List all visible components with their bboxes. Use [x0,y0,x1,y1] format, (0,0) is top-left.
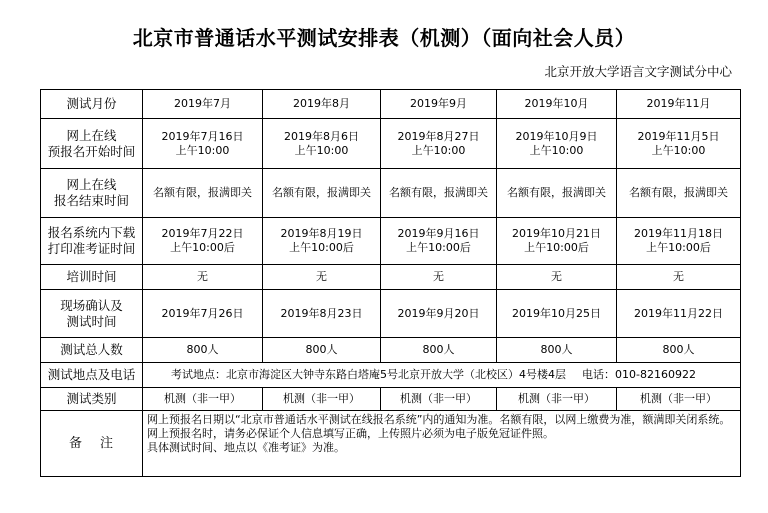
prereg-start-cell [497,119,617,169]
total-cell: 800人 [617,338,741,363]
ticket-cell [381,218,497,265]
row-notes [41,411,741,477]
prereg-end-cell: 名额有限，报满即关 [497,169,617,218]
time-line: 上午10:00 [651,143,706,157]
label-line: 报名系统内下载 [47,225,136,240]
label-line: 预报名开始时间 [47,143,136,159]
prereg-end-cell: 名额有限，报满即关 [263,169,381,218]
row-label-ticket [41,218,143,265]
row-label-notes: 备注 [41,411,143,477]
row-label-category: 测试类别 [41,388,143,411]
time-line: 上午10:00后 [170,241,235,254]
address-text: 考试地点：北京市海淀区大钟寺东路白塔庵5号北京开放大学（北校区）4号楼4层 [171,368,566,381]
total-cell: 800人 [263,338,381,363]
row-training [41,265,741,290]
date-line: 2019年10月9日 [515,129,598,143]
phone-text: 电话：010-82160922 [582,368,696,381]
time-line: 上午10:00后 [289,241,354,254]
note-line: 网上预报名时，请务必保证个人信息填写正确，上传照片必须为电子版免冠证件照。 [147,427,554,440]
time-line: 上午10:00 [529,143,584,157]
month-cell: 2019年10月 [497,90,617,119]
training-cell: 无 [381,265,497,290]
date-line: 2019年11月18日 [634,227,723,240]
note-line: 网上预报名日期以“北京市普通话水平测试在线报名系统”内的通知为准。名额有限，以网上缴费为准，额满即关闭系统。 [147,413,731,426]
label-line: 打印准考证时间 [47,241,136,256]
prereg-end-cell: 名额有限，报满即关 [381,169,497,218]
row-total [41,338,741,363]
row-prereg-start [41,119,741,169]
label-line: 网上在线 [66,127,117,143]
label-line: 网上在线 [66,177,117,192]
month-cell: 2019年8月 [263,90,381,119]
row-month [41,90,741,119]
organizer: 北京开放大学语言文字测试分中心 [544,64,732,79]
time-line: 上午10:00后 [406,241,471,254]
row-label-location: 测试地点及电话 [41,363,143,388]
total-cell: 800人 [381,338,497,363]
time-line: 上午10:00后 [524,241,589,254]
date-line: 2019年11月5日 [637,129,720,143]
training-cell: 无 [263,265,381,290]
prereg-start-cell [263,119,381,169]
notes-cell [143,411,741,477]
category-cell: 机测（非一甲） [381,388,497,411]
page-title: 北京市普通话水平测试安排表（机测）（面向社会人员） [132,26,636,50]
row-confirm [41,290,741,338]
prereg-start-cell [381,119,497,169]
row-label-month: 测试月份 [41,90,143,119]
row-label-training: 培训时间 [41,265,143,290]
confirm-cell: 2019年11月22日 [617,290,741,338]
date-line: 2019年8月6日 [284,129,359,143]
date-line: 2019年7月22日 [161,227,244,240]
month-cell: 2019年7月 [143,90,263,119]
ticket-cell [263,218,381,265]
row-ticket [41,218,741,265]
category-cell: 机测（非一甲） [263,388,381,411]
row-label-prereg-end [41,169,143,218]
prereg-start-cell [617,119,741,169]
category-cell: 机测（非一甲） [143,388,263,411]
row-label-confirm [41,290,143,338]
note-line: 具体测试时间、地点以《准考证》为准。 [147,441,345,454]
month-cell: 2019年9月 [381,90,497,119]
training-cell: 无 [617,265,741,290]
month-cell: 2019年11月 [617,90,741,119]
prereg-end-cell: 名额有限，报满即关 [617,169,741,218]
category-cell: 机测（非一甲） [617,388,741,411]
time-line: 上午10:00 [175,143,230,157]
date-line: 2019年10月21日 [512,227,601,240]
time-line: 上午10:00 [411,143,466,157]
row-prereg-end [41,169,741,218]
prereg-end-cell: 名额有限，报满即关 [143,169,263,218]
total-cell: 800人 [143,338,263,363]
confirm-cell: 2019年8月23日 [263,290,381,338]
row-label-total: 测试总人数 [41,338,143,363]
row-location [41,363,741,388]
ticket-cell [617,218,741,265]
row-category [41,388,741,411]
confirm-cell: 2019年10月25日 [497,290,617,338]
label-line: 报名结束时间 [53,193,129,208]
total-cell: 800人 [497,338,617,363]
training-cell: 无 [497,265,617,290]
label-line: 测试时间 [66,313,117,329]
location-cell [143,363,741,388]
date-line: 2019年9月16日 [397,227,480,240]
schedule-table [40,89,741,477]
ticket-cell [497,218,617,265]
date-line: 2019年8月19日 [280,227,363,240]
row-label-prereg-start [41,119,143,169]
confirm-cell: 2019年7月26日 [143,290,263,338]
time-line: 上午10:00 [294,143,349,157]
prereg-start-cell [143,119,263,169]
category-cell: 机测（非一甲） [497,388,617,411]
date-line: 2019年8月27日 [397,129,480,143]
label-line: 现场确认及 [60,297,123,313]
confirm-cell: 2019年9月20日 [381,290,497,338]
ticket-cell [143,218,263,265]
training-cell: 无 [143,265,263,290]
date-line: 2019年7月16日 [161,129,244,143]
time-line: 上午10:00后 [646,241,711,254]
